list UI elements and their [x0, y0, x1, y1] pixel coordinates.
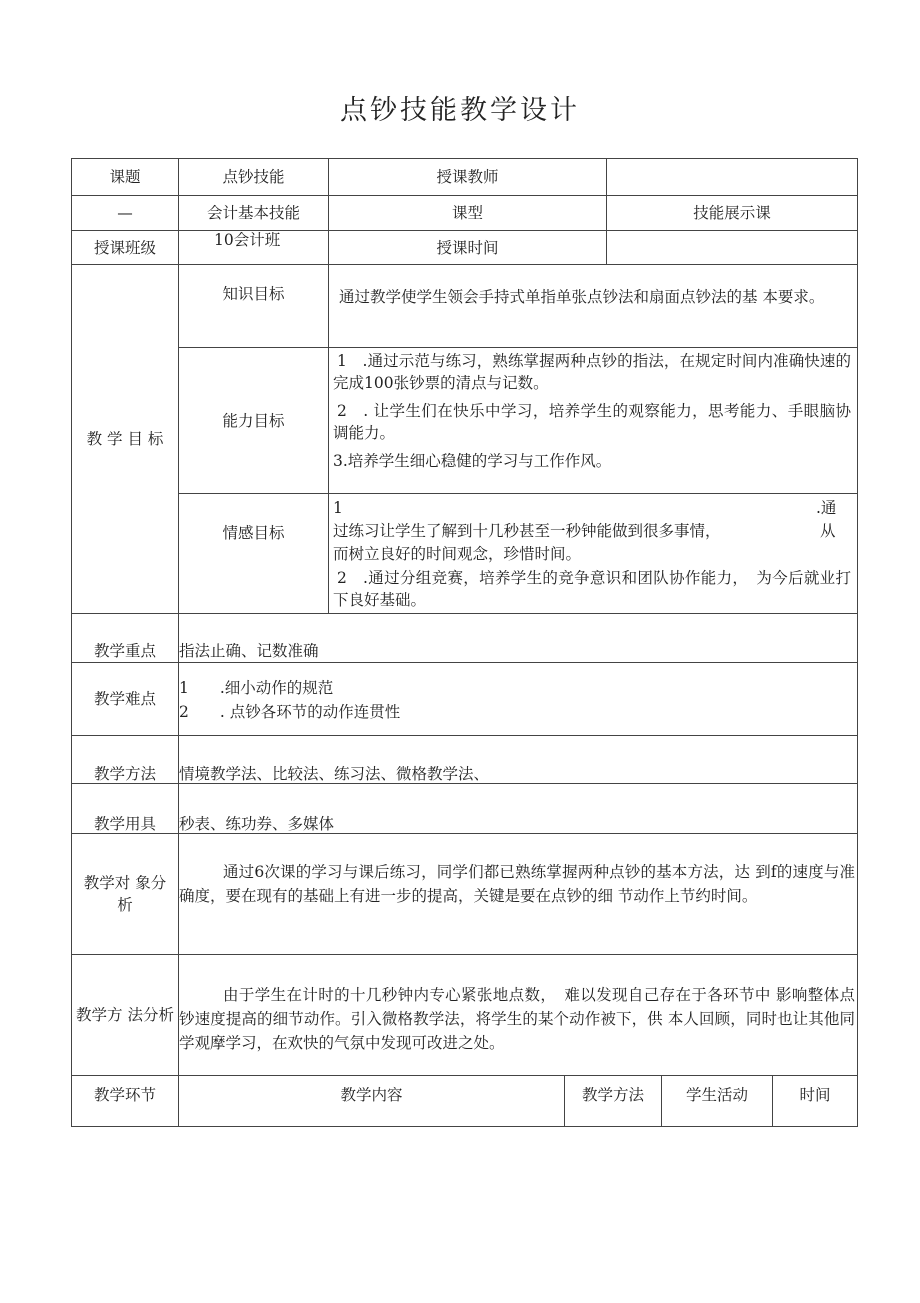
label-class: 授课班级 [93, 238, 156, 257]
student-analysis-text: 通过6次课的学习与课后练习，同学们都已熟练掌握两种点钞的基本方法，达 到f的速度与准确度，要在现有的基础上有进一步的提高，关键是要在点钞的细 节动作上节约时间。 [179, 863, 855, 905]
label-focus: 教学重点 [93, 642, 156, 660]
label-teacher: 授课教师 [436, 168, 499, 186]
method-text: 情境教学法、比较法、练习法、微格教学法、 [179, 765, 490, 783]
ability-goal-1: 1 .通过示范与练习，熟练掌握两种点钞的指法，在规定时间内准确快速的完成100张钞票的清点与记数。 [333, 352, 851, 392]
ability-goal-3: 3.培养学生细心稳健的学习与工作作风。 [333, 452, 612, 470]
emotion-goal-1-line2: 过练习让学生了解到十几秒甚至一秒钟能做到很多事情， [333, 522, 721, 540]
tools-text: 秒表、练功券、多媒体 [179, 815, 335, 833]
label-time: 授课时间 [436, 238, 499, 257]
class-value: 10会计班 [214, 231, 281, 249]
header-student-activity: 学生活动 [685, 1086, 748, 1104]
label-tools: 教学用具 [93, 815, 156, 833]
emotion-goal-1-tail: .通 [816, 499, 837, 517]
focus-text: 指法止确、记数准确 [179, 642, 319, 660]
teacher-value [607, 159, 857, 195]
difficulty-item-1: 1 .细小动作的规范 [179, 679, 334, 697]
header-teaching-stage: 教学环节 [93, 1086, 156, 1104]
emotion-goal-1-line2-tail: 从 [820, 522, 836, 540]
label-student-analysis: 教学对 象分析 [83, 874, 167, 914]
label-lesson-type: 课型 [451, 204, 483, 222]
label-topic: 课题 [109, 168, 141, 186]
label-dash: — [117, 204, 133, 222]
label-method-analysis: 教学方 法分析 [76, 1006, 174, 1024]
label-difficulty: 教学难点 [93, 690, 156, 708]
header-teaching-content: 教学内容 [340, 1086, 403, 1104]
time-value [607, 231, 857, 264]
method-analysis-text: 由于学生在计时的十几秒钟内专心紧张地点数， 难以发现自己存在于各环节中 影响整体点钞速度提高的细节动作。引入微格教学法，将学生的某个动作被下，供 本人回顾，同时也让其他同学观摩学习，在欢快的气氛中发现可改进之处。 [179, 986, 855, 1052]
course-value: 会计基本技能 [206, 204, 300, 222]
ability-goal-2: 2 . 让学生们在快乐中学习，培养学生的观察能力，思考能力、手眼脑协调能力。 [333, 402, 851, 442]
knowledge-goal-text: 通过教学使学生领会手持式单指单张点钞法和扇面点钞法的基 本要求。 [339, 288, 825, 306]
label-ability-goal: 能力目标 [222, 411, 285, 430]
lesson-type-value: 技能展示课 [693, 204, 771, 222]
label-emotion-goal: 情感目标 [222, 524, 285, 542]
difficulty-item-2: 2 . 点钞各环节的动作连贯性 [179, 703, 401, 721]
label-knowledge-goal: 知识目标 [222, 285, 285, 303]
emotion-goal-1-number: 1 [333, 499, 343, 517]
emotion-goal-2: 2 .通过分组竞赛，培养学生的竞争意识和团队协作能力， 为今后就业打下良好基础。 [333, 569, 851, 609]
emotion-goal-1-line3: 而树立良好的时间观念，珍惜时间。 [333, 545, 582, 563]
label-objectives: 教 学 目 标 [86, 430, 164, 448]
topic-value: 点钞技能 [222, 168, 285, 186]
header-time: 时间 [799, 1086, 831, 1104]
header-teaching-method: 教学方法 [581, 1086, 644, 1104]
label-method: 教学方法 [93, 765, 156, 783]
page-title: 点钞技能教学设计 [340, 95, 580, 126]
